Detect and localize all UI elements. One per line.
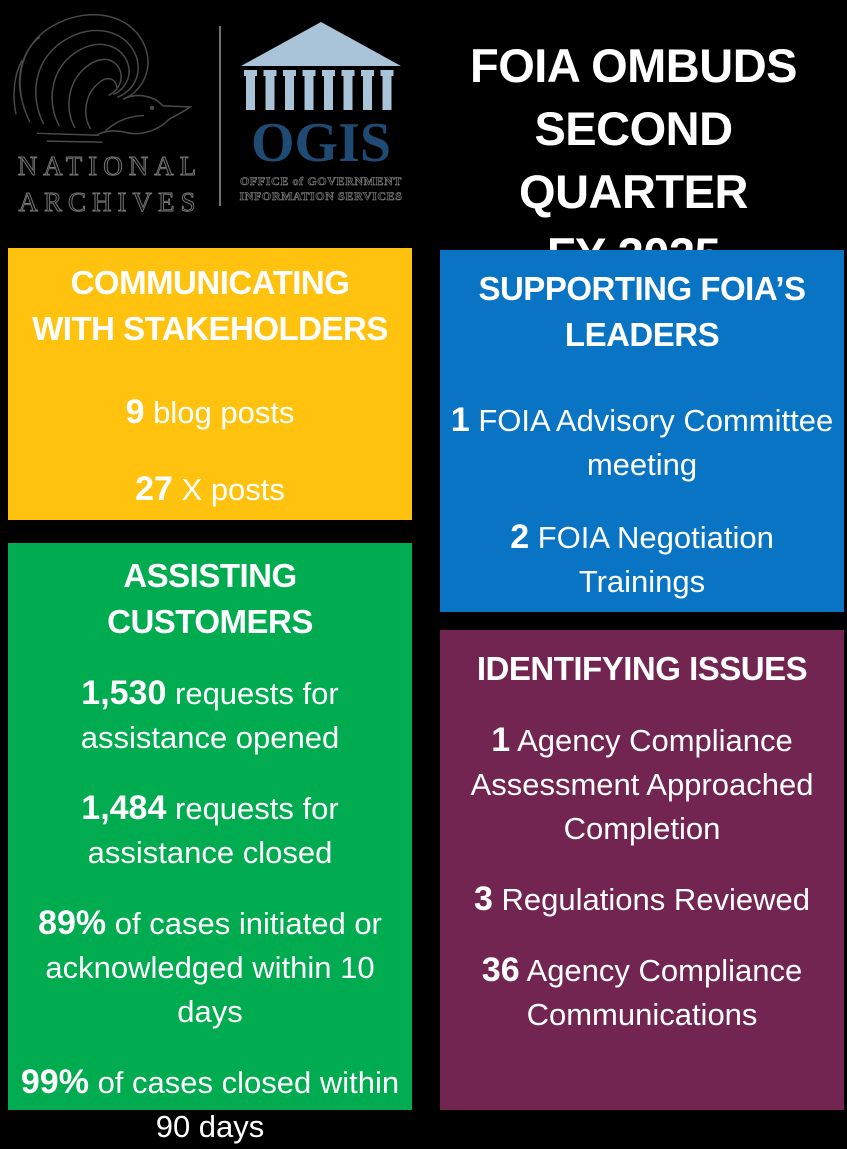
stat-value: 1,530 <box>81 674 167 712</box>
stat-value: 36 <box>481 951 520 989</box>
stat-value: 99% <box>20 1063 89 1101</box>
stat-value: 3 <box>473 880 493 918</box>
stat-label: FOIA Advisory Committee meeting <box>478 403 834 482</box>
stat-requests-opened <box>18 671 402 760</box>
supporting-foia-leaders-box <box>440 250 844 612</box>
stat-requests-closed <box>18 786 402 875</box>
ogis-subtitle-line2: INFORMATION SERVICES <box>239 189 403 203</box>
ogis-logo <box>236 22 406 204</box>
stat-x-posts <box>18 467 402 512</box>
page-title-line2: SECOND QUARTER <box>519 102 748 218</box>
stat-blog-posts <box>18 390 402 435</box>
stat-value: 27 <box>135 470 173 508</box>
ogis-subtitle <box>236 174 406 204</box>
stat-regulations-reviewed <box>450 877 834 922</box>
stat-value: 89% <box>38 904 107 942</box>
stat-compliance-assessment <box>450 718 834 851</box>
ogis-acronym: OGIS <box>250 112 392 174</box>
stat-cases-closed <box>18 1060 402 1149</box>
stat-label: Regulations Reviewed <box>501 882 810 917</box>
supporting-box-title: SUPPORTING FOIA’S LEADERS <box>478 270 806 353</box>
stat-label: blog posts <box>153 395 295 430</box>
national-archives-wordmark <box>4 148 216 220</box>
ogis-subtitle-line1: OFFICE of GOVERNMENT <box>240 174 402 188</box>
assisting-customers-box <box>8 543 412 1144</box>
stat-label: requests for assistance opened <box>80 676 340 755</box>
stat-cases-initiated <box>18 901 402 1034</box>
communicating-with-stakeholders-box <box>8 248 412 520</box>
stat-advisory-committee <box>450 398 834 487</box>
stat-value: 1,484 <box>81 789 167 827</box>
na-wordmark-line2: ARCHIVES <box>18 187 202 217</box>
logo-divider <box>219 26 221 206</box>
stat-negotiation-trainings <box>450 515 834 604</box>
stat-compliance-communications <box>450 948 834 1037</box>
stat-value: 2 <box>510 518 530 556</box>
stat-label: FOIA Negotiation Trainings <box>537 520 774 599</box>
na-wordmark-line1: NATIONAL <box>17 151 203 181</box>
identifying-issues-box <box>440 630 844 1110</box>
assisting-box-title: ASSISTING CUSTOMERS <box>107 557 313 640</box>
stat-value: 9 <box>125 393 145 431</box>
stat-label: requests for assistance closed <box>87 791 339 870</box>
stat-label: X posts <box>181 472 285 507</box>
stat-label: of cases closed within 90 days <box>97 1065 400 1144</box>
identifying-box-title: IDENTIFYING ISSUES <box>476 650 808 687</box>
stat-value: 1 <box>450 401 470 439</box>
page-title <box>420 34 847 286</box>
communicating-box-title: COMMUNICATING WITH STAKEHOLDERS <box>32 264 388 347</box>
ogis-building-icon <box>241 22 401 114</box>
stat-value: 1 <box>491 721 511 759</box>
stat-label: Agency Compliance Assessment Approached Completion <box>470 723 814 846</box>
stat-label: Agency Compliance Communications <box>526 953 803 1032</box>
stat-label: of cases initiated or acknowledged within 10 days <box>45 906 382 1029</box>
page-title-line1: FOIA OMBUDS <box>470 39 797 92</box>
national-archives-eagle-icon <box>6 6 211 148</box>
